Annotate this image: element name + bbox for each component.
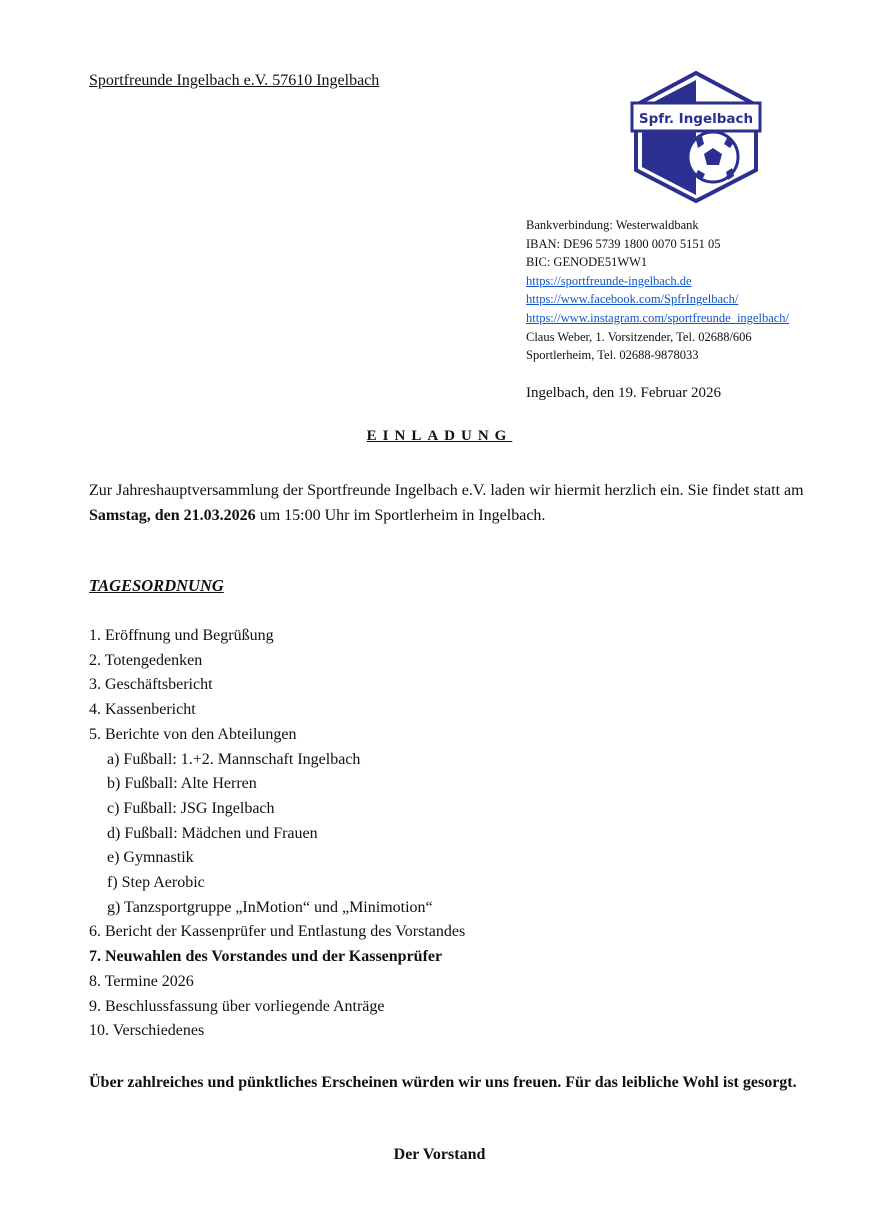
intro-text-2: um 15:00 Uhr im Sportlerheim in Ingelbach. <box>255 507 546 524</box>
instagram-link[interactable]: https://www.instagram.com/sportfreunde_ingelbach/ <box>526 310 790 325</box>
bic: BIC: GENODE51WW1 <box>526 255 648 270</box>
agenda-item: 7. Neuwahlen des Vorstandes und der Kassenprüfer <box>89 948 443 966</box>
agenda-subitem: g) Tanzsportgruppe „InMotion“ und „Minimotion“ <box>107 898 433 916</box>
clubhouse-contact: Sportlerheim, Tel. 02688-9878033 <box>526 348 699 363</box>
bank-name: Bankverbindung: Westerwaldbank <box>526 218 699 232</box>
club-logo <box>628 70 764 204</box>
iban: IBAN: DE96 5739 1800 0070 5151 05 <box>526 236 721 251</box>
agenda-list <box>89 624 465 1044</box>
intro-text-1: Zur Jahreshauptversammlung der Sportfreunde Ingelbach e.V. laden wir hiermit herzlich ein. Sie findet statt am <box>89 482 804 499</box>
closing-paragraph: Über zahlreiches und pünktliches Erscheinen würden wir uns freuen. Für das leibliche Wohl ist gesorgt. <box>89 1074 797 1091</box>
date-line: Ingelbach, den 19. Februar 2026 <box>526 385 721 401</box>
agenda-subitem: d) Fußball: Mädchen und Frauen <box>107 824 318 842</box>
agenda-subitem: f) Step Aerobic <box>107 874 205 892</box>
agenda-item: 9. Beschlussfassung über vorliegende Anträge <box>89 997 385 1015</box>
agenda-item: 4. Kassenbericht <box>89 701 196 719</box>
agenda-item: 8. Termine 2026 <box>89 972 194 990</box>
sender-address-line: Sportfreunde Ingelbach e.V. 57610 Ingelbach <box>89 72 380 89</box>
agenda-item: 10. Verschiedenes <box>89 1022 205 1040</box>
facebook-link[interactable]: https://www.facebook.com/SpfrIngelbach/ <box>526 292 739 307</box>
agenda-item: 5. Berichte von den Abteilungen <box>89 725 297 743</box>
intro-date-bold: Samstag, den 21.03.2026 <box>89 507 256 524</box>
signature: Der Vorstand <box>393 1146 486 1163</box>
agenda-item: 2. Totengedenken <box>89 651 203 669</box>
chair-contact: Claus Weber, 1. Vorsitzender, Tel. 02688/606 <box>526 329 752 344</box>
document-title-text: EINLADUNG <box>366 428 513 444</box>
intro-paragraph <box>89 478 829 528</box>
agenda-heading: TAGESORDNUNG <box>89 576 224 595</box>
agenda-subitem: e) Gymnastik <box>107 849 194 867</box>
agenda-subitem: b) Fußball: Alte Herren <box>107 775 257 793</box>
agenda-subitem: a) Fußball: 1.+2. Mannschaft Ingelbach <box>107 750 361 768</box>
agenda-item: 6. Bericht der Kassenprüfer und Entlastung des Vorstandes <box>89 923 466 941</box>
website-link[interactable]: https://sportfreunde-ingelbach.de <box>526 273 692 288</box>
document-title <box>0 428 879 445</box>
agenda-subitem: c) Fußball: JSG Ingelbach <box>107 799 275 817</box>
logo-text: Spfr. Ingelbach <box>638 111 754 127</box>
contact-info-block <box>526 216 789 365</box>
club-crest-icon <box>628 70 764 204</box>
agenda-item: 3. Geschäftsbericht <box>89 676 213 694</box>
agenda-item: 1. Eröffnung und Begrüßung <box>89 627 274 644</box>
